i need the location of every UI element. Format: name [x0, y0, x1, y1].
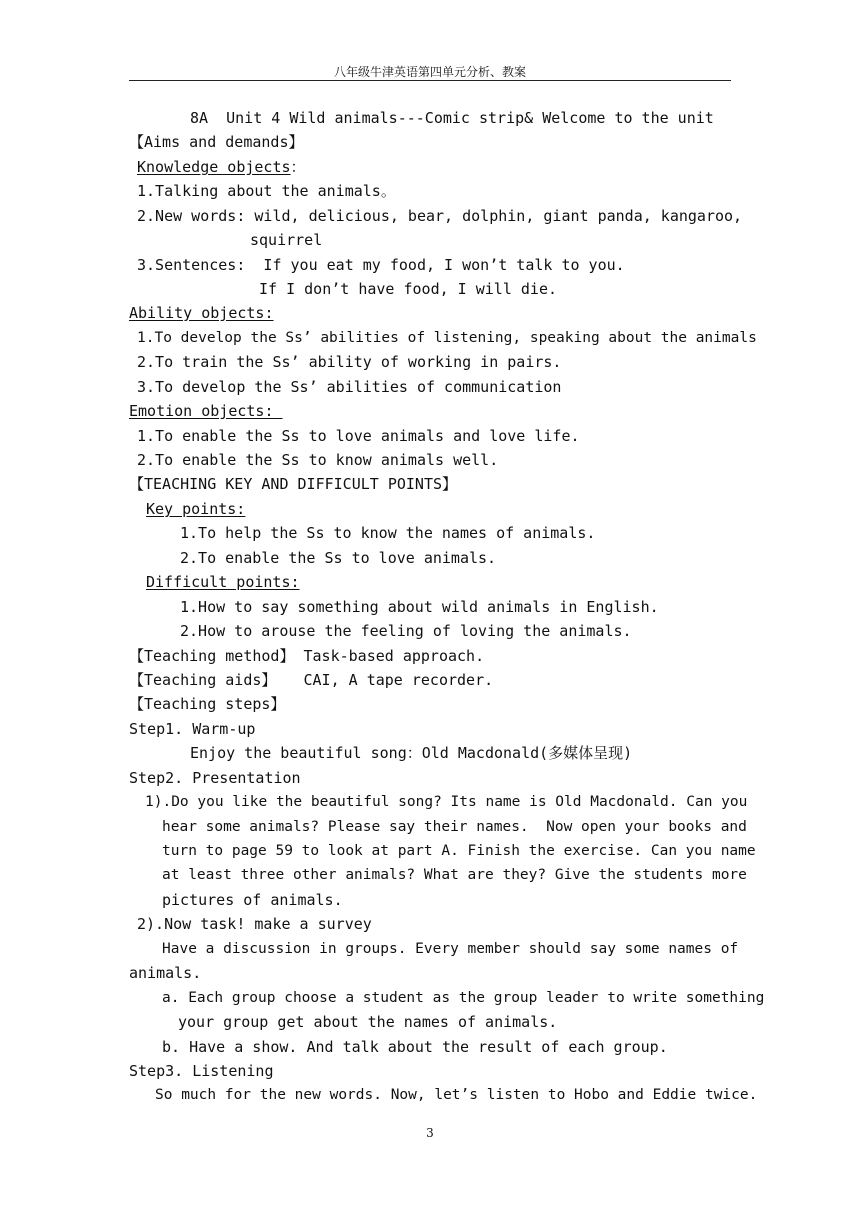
- list-item: 1.To help the Ss to know the names of animals.: [180, 524, 596, 542]
- step-heading: Step2. Presentation: [129, 769, 301, 787]
- paragraph-line: hear some animals? Please say their names. Now open your books and: [162, 819, 747, 835]
- list-item-continuation: If I don’t have food, I will die.: [259, 280, 558, 298]
- list-item: 3.Sentences: If you eat my food, I won’t talk to you.: [137, 256, 625, 274]
- page-number: 3: [426, 1126, 434, 1140]
- subheading-knowledge: [137, 157, 306, 177]
- paragraph-line: animals.: [129, 964, 202, 982]
- list-item-continuation: squirrel: [250, 231, 323, 249]
- list-item: 2.To enable the Ss to love animals.: [180, 549, 497, 567]
- teaching-method: 【Teaching method】 Task-based approach.: [129, 647, 485, 665]
- section-heading-steps: 【Teaching steps】: [129, 695, 286, 713]
- subheading-knowledge-colon: ：: [290, 158, 306, 176]
- lesson-title: 8A Unit 4 Wild animals---Comic strip& Welcome to the unit: [190, 109, 714, 127]
- subheading-ability: Ability objects:: [129, 304, 274, 322]
- section-heading-aims: 【Aims and demands】: [129, 133, 304, 151]
- paragraph-line: pictures of animals.: [162, 891, 343, 909]
- subheading-key-points: Key points:: [146, 500, 246, 518]
- list-item: 1.To enable the Ss to love animals and love life.: [137, 427, 580, 445]
- paragraph-line: So much for the new words. Now, let’s listen to Hobo and Eddie twice.: [155, 1087, 758, 1103]
- list-item: 2.How to arouse the feeling of loving the animals.: [180, 622, 632, 640]
- list-item: 1.How to say something about wild animals in English.: [180, 598, 659, 616]
- paragraph-line: b. Have a show. And talk about the result of each group.: [162, 1038, 668, 1056]
- header-rule: [129, 80, 731, 81]
- list-item: 2.To enable the Ss to know animals well.: [137, 451, 499, 469]
- paragraph-line: Have a discussion in groups. Every member should say some names of: [162, 941, 739, 957]
- list-item: 3.To develop the Ss’ abilities of communication: [137, 378, 562, 396]
- paragraph-line: your group get about the names of animals.: [178, 1013, 558, 1031]
- paragraph-line: turn to page 59 to look at part A. Finish the exercise. Can you name: [162, 843, 756, 859]
- paragraph-line: 1).Do you like the beautiful song? Its name is Old Macdonald. Can you: [145, 794, 748, 810]
- paragraph-line: a. Each group choose a student as the group leader to write something: [162, 990, 765, 1006]
- list-item: 1.To develop the Ss’ abilities of listening, speaking about the animals: [137, 330, 757, 346]
- subheading-knowledge-label: Knowledge objects: [137, 158, 291, 176]
- list-item: 2.New words: wild, delicious, bear, dolphin, giant panda, kangaroo,: [137, 207, 743, 225]
- section-heading-key-points: 【TEACHING KEY AND DIFFICULT POINTS】: [129, 475, 458, 493]
- list-item: 1.Talking about the animals。: [137, 182, 396, 200]
- paragraph-line: Enjoy the beautiful song：Old Macdonald(多媒体呈现): [190, 744, 633, 762]
- page-header: 八年级牛津英语第四单元分析、教案: [333, 65, 526, 79]
- step-heading: Step1. Warm-up: [129, 720, 256, 738]
- subheading-difficult-points: Difficult points:: [146, 573, 300, 591]
- paragraph-line: 2).Now task! make a survey: [137, 915, 372, 933]
- list-item: 2.To train the Ss’ ability of working in pairs.: [137, 353, 562, 371]
- subheading-emotion: Emotion objects:: [129, 402, 283, 420]
- paragraph-line: at least three other animals? What are they? Give the students more: [162, 867, 747, 883]
- teaching-aids: 【Teaching aids】 CAI, A tape recorder.: [129, 671, 494, 689]
- step-heading: Step3. Listening: [129, 1062, 274, 1080]
